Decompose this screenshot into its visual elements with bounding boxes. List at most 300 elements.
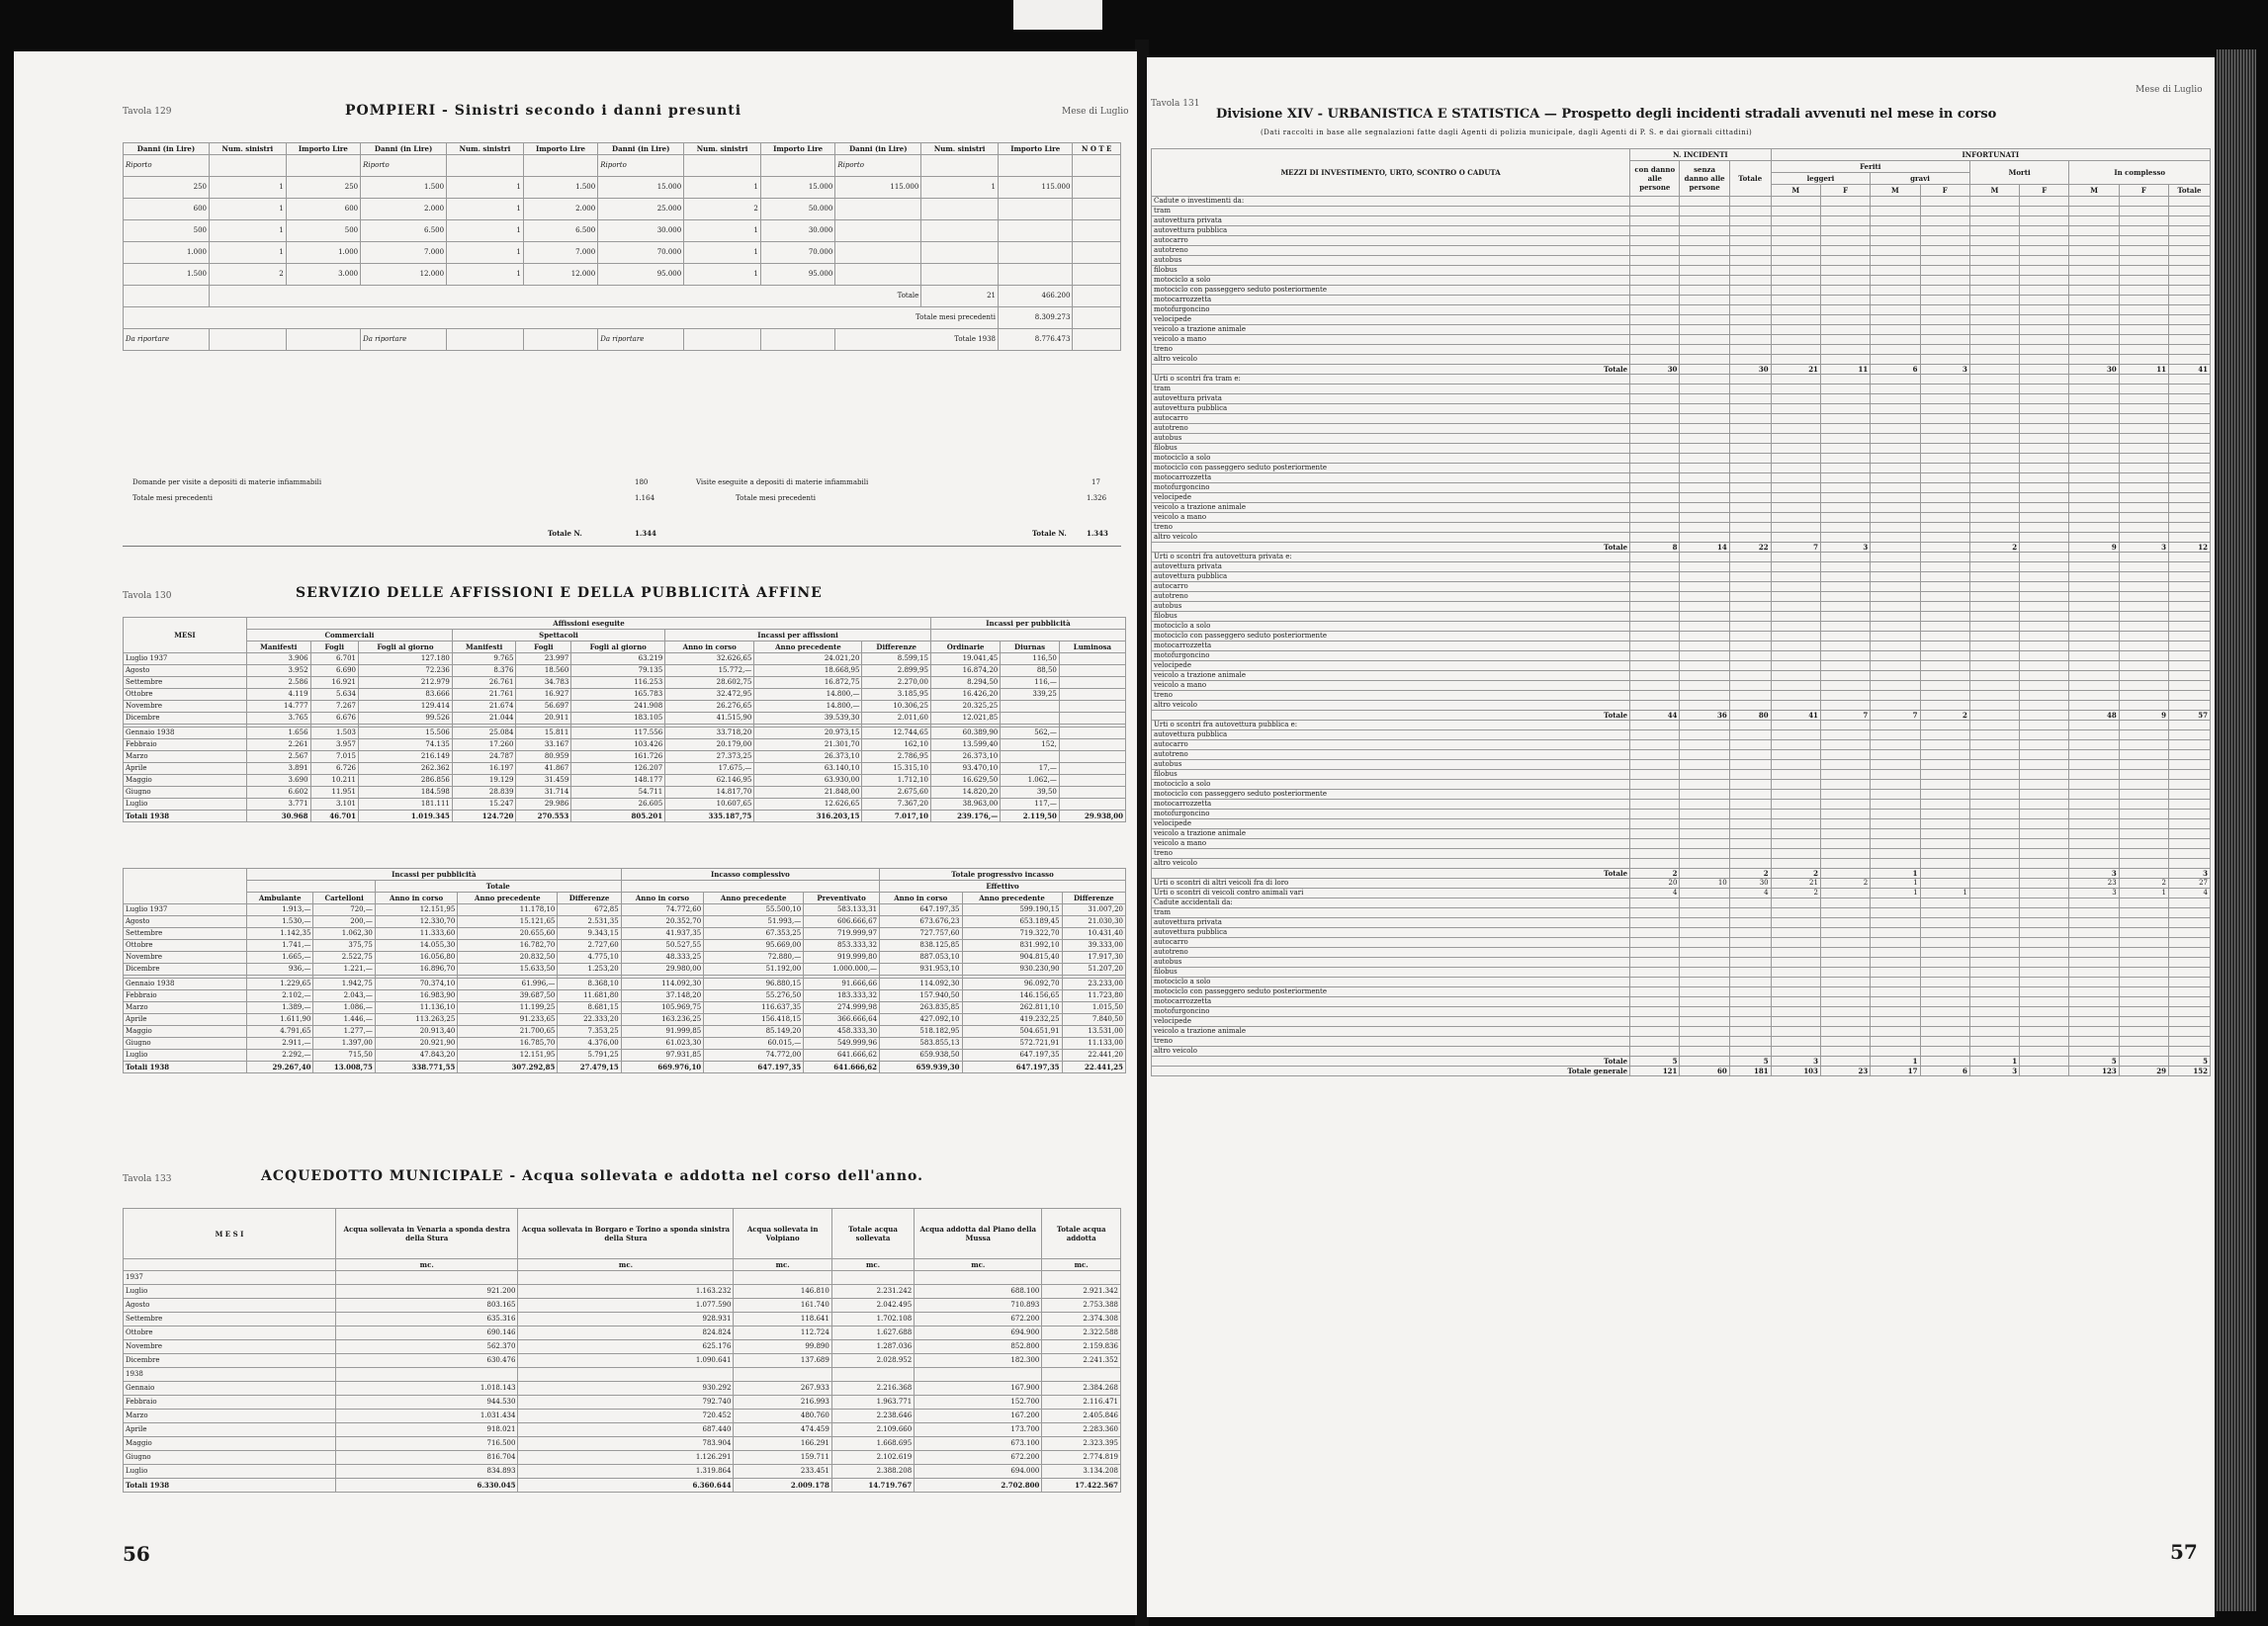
table-cell [1820, 246, 1870, 256]
table-cell [1969, 335, 2019, 345]
table-cell: 6.360.644 [518, 1479, 734, 1493]
table-cell: 673.100 [915, 1437, 1042, 1451]
table-cell [2020, 256, 2069, 266]
row-label: altro veicolo [1152, 1047, 1630, 1057]
table-cell [2069, 721, 2119, 730]
row-label: autotreno [1152, 424, 1630, 434]
table-cell [1771, 691, 1820, 701]
table-cell: 152 [2169, 1067, 2211, 1076]
t133-row [124, 1451, 1121, 1465]
table-cell [1920, 958, 1969, 968]
table-cell: 21.700,65 [458, 1026, 558, 1038]
table-cell [1871, 997, 1920, 1007]
table-cell [2069, 839, 2119, 849]
t133-row [124, 1382, 1121, 1396]
column-header: Differenze [1062, 893, 1125, 904]
table-cell [2020, 1067, 2069, 1076]
table-cell [1871, 562, 1920, 572]
table-cell [2069, 256, 2119, 266]
table-cell [1729, 572, 1771, 582]
table-cell [2119, 730, 2168, 740]
table-cell [1920, 503, 1969, 513]
table-cell [2169, 661, 2211, 671]
t133-year-row [124, 1368, 1121, 1382]
table-cell: 1.500 [523, 177, 597, 199]
table-cell [1771, 651, 1820, 661]
table-cell: 2 [1771, 869, 1820, 879]
table-cell: 6.690 [310, 665, 358, 677]
table-cell [1680, 1017, 1729, 1027]
table-cell: 1.656 [247, 727, 311, 739]
row-label: Giugno [124, 787, 247, 799]
table-cell [1920, 394, 1969, 404]
table-cell [1680, 622, 1729, 632]
table-cell [1820, 207, 1870, 216]
table-cell [1001, 701, 1060, 713]
table-cell: 200,— [313, 916, 375, 928]
table-cell [1969, 493, 2019, 503]
row-label: motociclo a solo [1152, 780, 1630, 790]
table-cell: 1.000.000,— [804, 964, 880, 976]
section-item [1152, 236, 2211, 246]
table-cell: 12.151,95 [458, 1050, 558, 1062]
table-cell: 7 [1771, 543, 1820, 553]
row-label: motofurgoncino [1152, 305, 1630, 315]
table-cell: 2 [684, 199, 761, 220]
table-cell [1871, 928, 1920, 938]
table-cell [1729, 503, 1771, 513]
table-cell [1771, 780, 1820, 790]
table-cell: 163.236,25 [621, 1014, 703, 1026]
table-cell [1729, 296, 1771, 305]
table-cell [1680, 661, 1729, 671]
row-label: Urti o scontri di veicoli contro animali vari [1152, 889, 1630, 899]
table-cell [1771, 602, 1820, 612]
row-label: Agosto [124, 1299, 336, 1313]
table-cell [1729, 226, 1771, 236]
table-cell [2069, 750, 2119, 760]
table-cell: 419.232,25 [962, 1014, 1062, 1026]
table-cell [1630, 829, 1680, 839]
table-cell [1871, 276, 1920, 286]
table-cell [1969, 889, 2019, 899]
table-cell [2169, 414, 2211, 424]
column-header: Totale acqua sollevata [831, 1209, 914, 1259]
table-cell: 30.968 [247, 811, 311, 822]
table-cell [2119, 424, 2168, 434]
table-cell [2169, 1007, 2211, 1017]
table-cell [1729, 918, 1771, 928]
table-cell: 2.009.178 [734, 1479, 831, 1493]
table-cell: 427.092,10 [880, 1014, 962, 1026]
table-cell [1630, 701, 1680, 711]
table-cell [2020, 385, 2069, 394]
table-cell [1820, 622, 1870, 632]
row-label: veicolo a trazione animale [1152, 503, 1630, 513]
table-cell [1729, 948, 1771, 958]
t131-month: Mese di Luglio [2136, 85, 2203, 95]
row-label: Giugno [124, 1038, 247, 1050]
table-cell [1969, 869, 2019, 879]
table-cell [1820, 908, 1870, 918]
table-cell [1871, 859, 1920, 869]
t133-row [124, 1326, 1121, 1340]
table-cell: 12.744,65 [862, 727, 931, 739]
table-cell: 152, [1001, 739, 1060, 751]
table-cell: 1 [209, 220, 286, 242]
table-cell [2069, 681, 2119, 691]
table-cell: 13.599,40 [930, 739, 1000, 751]
table-cell: 719.999,97 [804, 928, 880, 940]
table-cell: 1 [209, 177, 286, 199]
table-cell [1630, 651, 1680, 661]
table-cell [1059, 763, 1125, 775]
table-cell [2119, 197, 2168, 207]
table-cell: 117,— [1001, 799, 1060, 811]
table-cell [1969, 918, 2019, 928]
t131-f-3: F [2020, 185, 2069, 197]
table-cell [1820, 1017, 1870, 1027]
table-cell [2069, 819, 2119, 829]
section-item [1152, 256, 2211, 266]
table-cell [1871, 1047, 1920, 1057]
table-cell: 21 [1771, 365, 1820, 375]
table-cell [1969, 385, 2019, 394]
table-cell [2169, 849, 2211, 859]
table-cell [1871, 987, 1920, 997]
unit-cell: mc. [831, 1259, 914, 1271]
table-cell [1969, 810, 2019, 819]
table-cell: 824.824 [518, 1326, 734, 1340]
table-cell [2069, 592, 2119, 602]
table-cell [1059, 665, 1125, 677]
table-cell [1871, 740, 1920, 750]
row-label: Cadute accidentali da: [1152, 899, 1630, 908]
table-cell: 716.500 [336, 1437, 518, 1451]
section-item [1152, 661, 2211, 671]
table-cell [1630, 197, 1680, 207]
table-cell [2119, 592, 2168, 602]
column-header: Anno in corso [665, 642, 754, 653]
table-cell [1729, 276, 1771, 286]
table-cell [1820, 968, 1870, 978]
table-cell [1920, 296, 1969, 305]
table-cell [1820, 889, 1870, 899]
table-cell [2119, 444, 2168, 454]
table-cell [1871, 315, 1920, 325]
table-cell: 161.726 [571, 751, 665, 763]
table-cell [1969, 859, 2019, 869]
table-cell [1871, 592, 1920, 602]
table-cell [1820, 819, 1870, 829]
table-cell [2020, 355, 2069, 365]
column-header: Danni (in Lire) [124, 143, 210, 155]
table-cell: 7.015 [310, 751, 358, 763]
table-cell: 719.322,70 [962, 928, 1062, 940]
table-cell [336, 1271, 518, 1285]
table-cell: 1.000 [124, 242, 210, 264]
table-cell [1969, 246, 2019, 256]
table-cell [2119, 385, 2168, 394]
table-cell [1630, 523, 1680, 533]
table-cell [1771, 671, 1820, 681]
table-cell [1771, 315, 1820, 325]
table-cell: 115.000 [835, 177, 921, 199]
t133-row [124, 1313, 1121, 1326]
t131-senza-h: senza danno alle persone [1680, 161, 1729, 197]
table-cell [1630, 770, 1680, 780]
table-cell: 1.668.695 [831, 1437, 914, 1451]
section-item [1152, 760, 2211, 770]
table-cell: 6.602 [247, 787, 311, 799]
row-label: Giugno [124, 1451, 336, 1465]
table-cell [2020, 543, 2069, 553]
t130-row [124, 713, 1126, 725]
row-label: motociclo a solo [1152, 978, 1630, 987]
table-cell: 14.055,30 [375, 940, 457, 952]
table-cell [2020, 197, 2069, 207]
table-cell: 181 [1729, 1067, 1771, 1076]
table-cell: 2.216.368 [831, 1382, 914, 1396]
table-cell [1729, 978, 1771, 987]
table-cell [1771, 444, 1820, 454]
table-cell [1820, 661, 1870, 671]
table-cell: 148.177 [571, 775, 665, 787]
table-cell: 3.891 [247, 763, 311, 775]
table-cell [1729, 444, 1771, 454]
table-cell [2169, 207, 2211, 216]
table-cell [1969, 473, 2019, 483]
table-cell [1920, 543, 1969, 553]
table-cell [2169, 938, 2211, 948]
table-cell [1771, 473, 1820, 483]
table-cell: 2.911,— [247, 1038, 313, 1050]
table-cell [1820, 602, 1870, 612]
table-cell [1820, 266, 1870, 276]
table-cell [1871, 424, 1920, 434]
table-cell [2119, 681, 2168, 691]
table-cell [1920, 879, 1969, 889]
table-cell: 1.665,— [247, 952, 313, 964]
table-cell [2169, 266, 2211, 276]
section-item [1152, 355, 2211, 365]
table-cell [2169, 483, 2211, 493]
table-cell [1969, 236, 2019, 246]
table-cell [2020, 572, 2069, 582]
table-cell [1771, 276, 1820, 286]
table-cell: 51.207,20 [1062, 964, 1125, 976]
table-cell [2069, 305, 2119, 315]
table-cell [1969, 533, 2019, 543]
table-cell [1680, 394, 1729, 404]
section-totale-row [1152, 543, 2211, 553]
table-cell [1871, 246, 1920, 256]
table-cell [1871, 829, 1920, 839]
table-cell: 80.959 [516, 751, 571, 763]
t131-complesso-h: In complesso [2069, 161, 2211, 185]
table-cell [1729, 899, 1771, 908]
table-cell: 262.362 [359, 763, 453, 775]
column-header: Anno in corso [880, 893, 962, 904]
table-cell [1771, 503, 1820, 513]
table-cell [1969, 1047, 2019, 1057]
table-cell: 19.129 [452, 775, 516, 787]
table-cell [2020, 375, 2069, 385]
table-cell [1630, 849, 1680, 859]
table-cell: 606.666,67 [804, 916, 880, 928]
row-label: autocarro [1152, 740, 1630, 750]
table-cell [2020, 414, 2069, 424]
table-cell [1630, 345, 1680, 355]
table-cell: 1 [1871, 879, 1920, 889]
table-cell [1680, 266, 1729, 276]
row-label: Luglio [124, 799, 247, 811]
table-cell: 116,50 [1001, 653, 1060, 665]
table-cell: 17.917,30 [1062, 952, 1125, 964]
table-cell: 30.000 [598, 220, 684, 242]
t130-affissioni-h: Affissioni eseguite [247, 618, 931, 630]
table-cell [1969, 553, 2019, 562]
table-cell: 1.253,20 [558, 964, 621, 976]
table-cell [2069, 197, 2119, 207]
table-cell [1680, 305, 1729, 315]
table-cell [1871, 701, 1920, 711]
table-cell [1680, 385, 1729, 394]
table-cell: 95.000 [598, 264, 684, 286]
table-cell [2020, 1037, 2069, 1047]
table-cell [1920, 454, 1969, 464]
t133-row [124, 1410, 1121, 1423]
t133-row [124, 1285, 1121, 1299]
row-label: motofurgoncino [1152, 483, 1630, 493]
table-cell [1820, 899, 1870, 908]
table-cell [2169, 246, 2211, 256]
table-cell [2169, 987, 2211, 997]
table-cell [2119, 968, 2168, 978]
table-cell [2119, 1007, 2168, 1017]
table-cell: 630.476 [336, 1354, 518, 1368]
table-cell [1729, 651, 1771, 661]
section-item [1152, 503, 2211, 513]
section-item [1152, 464, 2211, 473]
row-label: autovettura pubblica [1152, 730, 1630, 740]
t130-row [124, 701, 1126, 713]
table-cell [1729, 671, 1771, 681]
table-cell: 11.133,00 [1062, 1038, 1125, 1050]
table-cell [1771, 899, 1820, 908]
table-cell: 1.319.864 [518, 1465, 734, 1479]
table-cell [1680, 562, 1729, 572]
table-cell [1871, 266, 1920, 276]
table-cell [1871, 800, 1920, 810]
table-cell [1920, 562, 1969, 572]
row-label: Novembre [124, 701, 247, 713]
table-cell [1630, 216, 1680, 226]
table-cell [1820, 978, 1870, 987]
table-cell [1680, 869, 1729, 879]
table-cell [1771, 1017, 1820, 1027]
table-cell [1871, 730, 1920, 740]
table-cell [1969, 394, 2019, 404]
table-cell [1871, 1027, 1920, 1037]
table-cell: 2.116.471 [1042, 1396, 1121, 1410]
table-cell [1820, 1027, 1870, 1037]
section-item [1152, 404, 2211, 414]
table-cell: 1.142,35 [247, 928, 313, 940]
row-label: veicolo a trazione animale [1152, 325, 1630, 335]
column-header: Totale acqua addotta [1042, 1209, 1121, 1259]
table-cell [1680, 859, 1729, 869]
table-cell [999, 242, 1073, 264]
table-cell [1680, 800, 1729, 810]
table-cell [1059, 751, 1125, 763]
left-page [14, 51, 1137, 1615]
table-cell [2119, 661, 2168, 671]
table-cell [1680, 938, 1729, 948]
t131-f-2: F [1920, 185, 1969, 197]
table-cell [1771, 533, 1820, 543]
table-cell [1969, 997, 2019, 1007]
table-cell [1920, 691, 1969, 701]
table-cell: 366.666,64 [804, 1014, 880, 1026]
table-cell [336, 1368, 518, 1382]
table-cell [2020, 987, 2069, 997]
table-cell [2119, 513, 2168, 523]
table-cell [2069, 651, 2119, 661]
row-label: altro veicolo [1152, 859, 1630, 869]
table-cell [1771, 553, 1820, 562]
table-cell: 1.702.108 [831, 1313, 914, 1326]
table-cell: 146.810 [734, 1285, 831, 1299]
t131-title: Divisione XIV - URBANISTICA E STATISTICA — Prospetto degli incidenti stradali avvenuti nel mese in corso [1216, 107, 1997, 122]
table-cell [2119, 464, 2168, 473]
table-cell [1969, 928, 2019, 938]
table-cell [1920, 721, 1969, 730]
table-cell: 30 [1729, 879, 1771, 889]
animali-row [1152, 889, 2211, 899]
table-cell: 687.440 [518, 1423, 734, 1437]
table-cell [2069, 355, 2119, 365]
row-label: Luglio [124, 1465, 336, 1479]
table-cell [1729, 750, 1771, 760]
table-cell [2020, 671, 2069, 681]
row-label: Ottobre [124, 940, 247, 952]
table-cell [734, 1271, 831, 1285]
table-cell: 2.000 [361, 199, 447, 220]
table-cell [1820, 562, 1870, 572]
table-cell [999, 220, 1073, 242]
t129-row [124, 220, 1121, 242]
table-cell: 83.666 [359, 689, 453, 701]
table-cell: 26.373,10 [754, 751, 862, 763]
row-label: Urti o scontri fra autovettura privata e: [1152, 553, 1630, 562]
table-cell: 38.963,00 [930, 799, 1000, 811]
table-cell: 2.102.619 [831, 1451, 914, 1465]
table-cell [1771, 938, 1820, 948]
table-cell: 831.992,10 [962, 940, 1062, 952]
section-item [1152, 622, 2211, 632]
table-cell: 165.783 [571, 689, 665, 701]
table-cell [2069, 730, 2119, 740]
row-label: velocipede [1152, 315, 1630, 325]
table-cell [2169, 770, 2211, 780]
table-cell [2069, 414, 2119, 424]
t130b-row [124, 1038, 1126, 1050]
table-cell [2119, 286, 2168, 296]
table-cell: 1 [447, 264, 524, 286]
table-cell [2169, 642, 2211, 651]
table-cell: 16.426,20 [930, 689, 1000, 701]
